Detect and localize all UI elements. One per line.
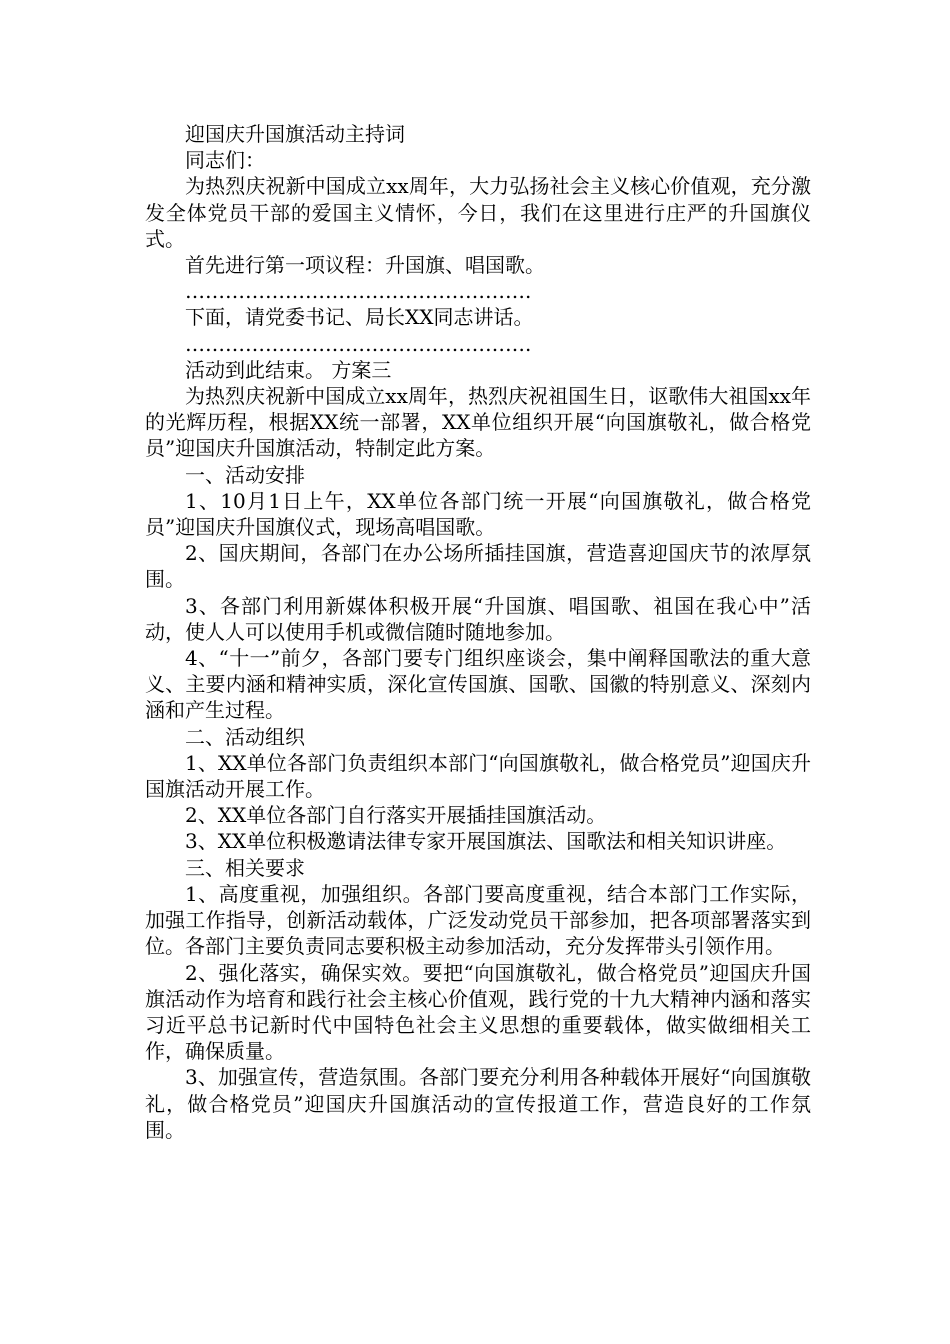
list-item: 1、10月1日上午，XX单位各部门统一开展“向国旗敬礼，做合格党员”迎国庆升国旗仪式，现场高唱国歌。 [145,488,811,540]
paragraph: 下面，请党委书记、局长XX同志讲话。 [185,305,534,330]
section-heading: 三、相关要求 [185,855,305,880]
paragraph: 首先进行第一项议程：升国旗、唱国歌。 [185,253,545,278]
list-item: 2、强化落实，确保实效。要把“向国旗敬礼，做合格党员”迎国庆升国旗活动作为培育和践行社会主核心价值观，践行党的十九大精神内涵和落实习近平总书记新时代中国特色社会主义思想的重要载体，做实做细相关工作，确保质量。 [145,960,811,1064]
paragraph: 活动到此结束。 方案三 [185,357,392,382]
list-item: 3、XX单位积极邀请法律专家开展国旗法、国歌法和相关知识讲座。 [185,829,787,854]
list-item: 2、国庆期间，各部门在办公场所插挂国旗，营造喜迎国庆节的浓厚氛围。 [145,541,811,592]
list-item: 4、“十一”前夕，各部门要专门组织座谈会，集中阐释国歌法的重大意义、主要内涵和精神实质，深化宣传国旗、国歌、国徽的特别意义、深刻内涵和产生过程。 [145,646,811,723]
list-item: 3、各部门利用新媒体积极开展“升国旗、唱国歌、祖国在我心中”活动，使人人可以使用手机或微信随时随地参加。 [145,593,811,644]
list-item: 1、高度重视，加强组织。各部门要高度重视，结合本部门工作实际，加强工作指导，创新活动载体，广泛发动党员干部参加，把各项部署落实到位。各部门主要负责同志要积极主动参加活动，充分发挥带头引领作用。 [145,881,811,959]
ellipsis-line: ……………………………………………. [185,331,532,356]
paragraph: 为热烈庆祝新中国成立xx周年，大力弘扬社会主义核心价值观，充分激发全体党员干部的爱国主义情怀，今日，我们在这里进行庄严的升国旗仪式。 [145,174,811,251]
document-body [145,121,811,1143]
salutation: 同志们： [185,148,265,173]
paragraph: 为热烈庆祝新中国成立xx周年，热烈庆祝祖国生日，讴歌伟大祖国xx年的光辉历程，根据XX统一部署，XX单位组织开展“向国旗敬礼，做合格党员”迎国庆升国旗活动，特制定此方案。 [145,384,811,461]
list-item: 1、XX单位各部门负责组织本部门“向国旗敬礼，做合格党员”迎国庆升国旗活动开展工作。 [145,750,811,802]
list-item: 2、XX单位各部门自行落实开展插挂国旗活动。 [185,803,607,828]
ellipsis-line: ……………………………………………. [185,279,532,304]
list-item: 3、加强宣传，营造氛围。各部门要充分利用各种载体开展好“向国旗敬礼，做合格党员”迎国庆升国旗活动的宣传报道工作，营造良好的工作氛围。 [145,1065,811,1142]
section-heading: 一、活动安排 [185,462,305,487]
document-title: 迎国庆升国旗活动主持词 [185,122,405,146]
section-heading: 二、活动组织 [185,724,305,749]
